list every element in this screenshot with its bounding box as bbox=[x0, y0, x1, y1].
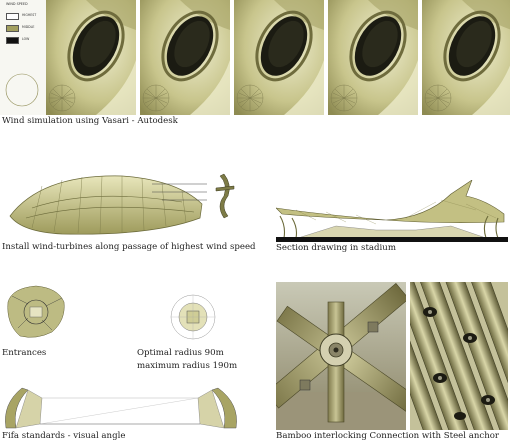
legend-title: WIND SPEED bbox=[6, 2, 28, 6]
legend-label-middle: MIDDLE bbox=[22, 25, 35, 29]
fifa-caption: Fifa standards - visual angle bbox=[2, 431, 126, 441]
bamboo-caption: Bamboo interlocking Connection with Steel anchor bbox=[276, 431, 500, 441]
section-caption: Section drawing in stadium bbox=[276, 243, 396, 253]
entrances-caption: Entrances bbox=[2, 348, 47, 358]
legend-label-low: LOW bbox=[22, 37, 30, 41]
wind-simulation-caption: Wind simulation using Vasari - Autodesk bbox=[2, 116, 178, 126]
radius-caption-line1: Optimal radius 90m bbox=[137, 348, 224, 358]
entrances-plan-drawing bbox=[2, 282, 72, 342]
turbines-caption: Install wind-turbines along passage of highest wind speed bbox=[2, 242, 256, 252]
legend-swatch-middle bbox=[6, 25, 19, 32]
wind-legend-panel bbox=[0, 0, 46, 115]
legend-swatch-highest bbox=[6, 13, 19, 20]
radius-caption-line2: maximum radius 190m bbox=[137, 361, 238, 371]
bamboo-connection-photo bbox=[276, 282, 406, 430]
wind-simulation-strip bbox=[0, 0, 510, 115]
fifa-visual-angle-drawing bbox=[2, 384, 240, 430]
wind-simulation-frames bbox=[46, 0, 510, 115]
legend-label-highest: HIGHEST bbox=[22, 13, 37, 17]
wind-rose-graphic bbox=[2, 70, 42, 110]
legend-swatch-low bbox=[6, 37, 19, 44]
bamboo-tubes-photo bbox=[410, 282, 508, 430]
stadium-section-drawing bbox=[276, 180, 508, 242]
stadium-turbines-drawing bbox=[2, 166, 242, 238]
radius-plan-drawing bbox=[168, 292, 218, 342]
